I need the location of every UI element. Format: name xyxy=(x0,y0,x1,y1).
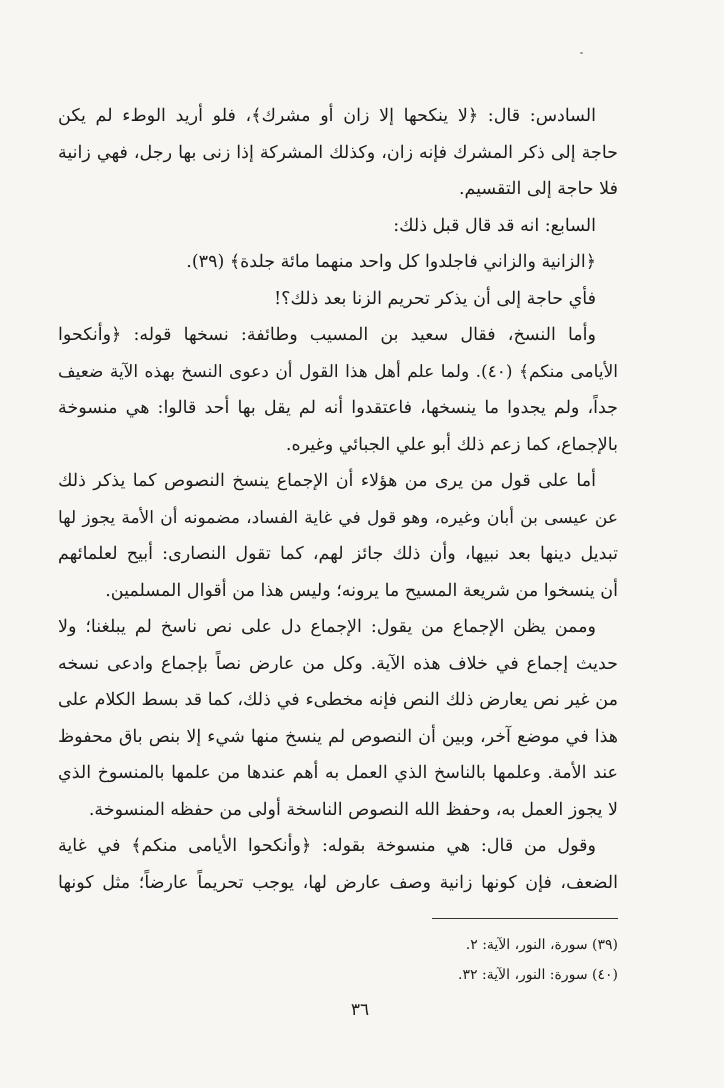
text-line: السادس: قال: ﴿لا ينكحها إلا زان أو مشرك﴾، فلو أريد الوطء لم يكن xyxy=(58,106,596,126)
paper-speck xyxy=(580,52,583,54)
text-line: عن عيسى بن أبان وغيره، وهو قول في غاية الفساد، مضمونه أن الأمة يجوز لها xyxy=(58,507,618,528)
text-line: وأما النسخ، فقال سعيد بن المسيب وطائفة: نسخها قوله: ﴿وأنكحوا xyxy=(58,325,596,345)
paragraph-1 xyxy=(58,98,618,208)
text-line: السابع: انه قد قال قبل ذلك: xyxy=(393,215,596,236)
footnotes xyxy=(380,930,618,990)
footnote-divider xyxy=(432,918,618,919)
text-line: الضعف، فإن كونها زانية وصف عارض لها، يوجب تحريماً عارضاً؛ مثل كونها xyxy=(58,872,618,893)
text-line: فلا حاجة إلى التقسيم. xyxy=(458,179,618,199)
paragraph-6 xyxy=(58,828,618,901)
verse-line: ﴿الزانية والزاني فاجلدوا كل واحد منهما مائة جلدة﴾ (٣٩). xyxy=(186,252,596,272)
text-line: من غير نص يعارض ذلك النص فإنه مخطىء في ذلك، كما قد بسط الكلام على xyxy=(58,690,618,710)
paragraph-3 xyxy=(58,317,618,463)
paragraph-5 xyxy=(58,609,618,828)
text-line: أن ينسخوا من شريعة المسيح ما يرونه؛ وليس هذا من أقوال المسلمين. xyxy=(105,580,618,601)
text-line: أما على قول من يرى من هؤلاء أن الإجماع ينسخ النصوص كما يذكر ذلك xyxy=(58,471,596,491)
text-line: تبديل دينها بعد نبيها، وأن ذلك جائز لهم، كما تقول النصارى: أبيح لعلمائهم xyxy=(58,544,618,564)
text-line: بالإجماع، كما زعم ذلك أبو علي الجبائي وغيره. xyxy=(285,434,618,455)
text-line: فأي حاجة إلى أن يذكر تحريم الزنا بعد ذلك؟! xyxy=(274,288,596,309)
text-line: وقول من قال: هي منسوخة بقوله: ﴿وأنكحوا الأيامى منكم﴾ في غاية xyxy=(58,836,596,856)
text-line: هذا في موضع آخر، وبين أن النصوص لم ينسخ منها شيء إلا بنص باق محفوظ xyxy=(58,726,618,747)
text-line: حديث إجماع في خلاف هذه الآية. وكل من عارض نصاً بإجماع وادعى نسخه xyxy=(58,653,618,674)
footnote-39: (٣٩) سورة، النور، الآية: ٢. xyxy=(465,937,618,953)
text-line: وممن يظن الإجماع من يقول: الإجماع دل على نص ناسخ لم يبلغنا؛ ولا xyxy=(58,617,596,637)
text-line: الأيامى منكم﴾ (٤٠). ولما علم أهل هذا القول أن دعوى النسخ بهذه الآية ضعيف xyxy=(58,361,618,382)
page-number: ٣٦ xyxy=(350,1000,370,1020)
text-line: عند الأمة. وعلمها بالناسخ الذي العمل به أهم عندها من علمها بالمنسوخ الذي xyxy=(58,763,618,783)
text-line: لا يجوز العمل به، وحفظ الله النصوص الناسخة أولى من حفظه المنسوخة. xyxy=(88,799,618,820)
main-text xyxy=(58,98,618,901)
footnote-40: (٤٠) سورة: النور، الآية: ٣٢. xyxy=(458,967,618,983)
paragraph-2 xyxy=(58,208,618,318)
text-line: حاجة إلى ذكر المشرك فإنه زان، وكذلك المشركة إذا زنى بها رجل، فهي زانية xyxy=(58,142,618,163)
paragraph-4 xyxy=(58,463,618,609)
text-line: جداً، ولم يجدوا ما ينسخها، فاعتقدوا أنه لم يقل بها أحد قالوا: هي منسوخة xyxy=(58,398,618,418)
